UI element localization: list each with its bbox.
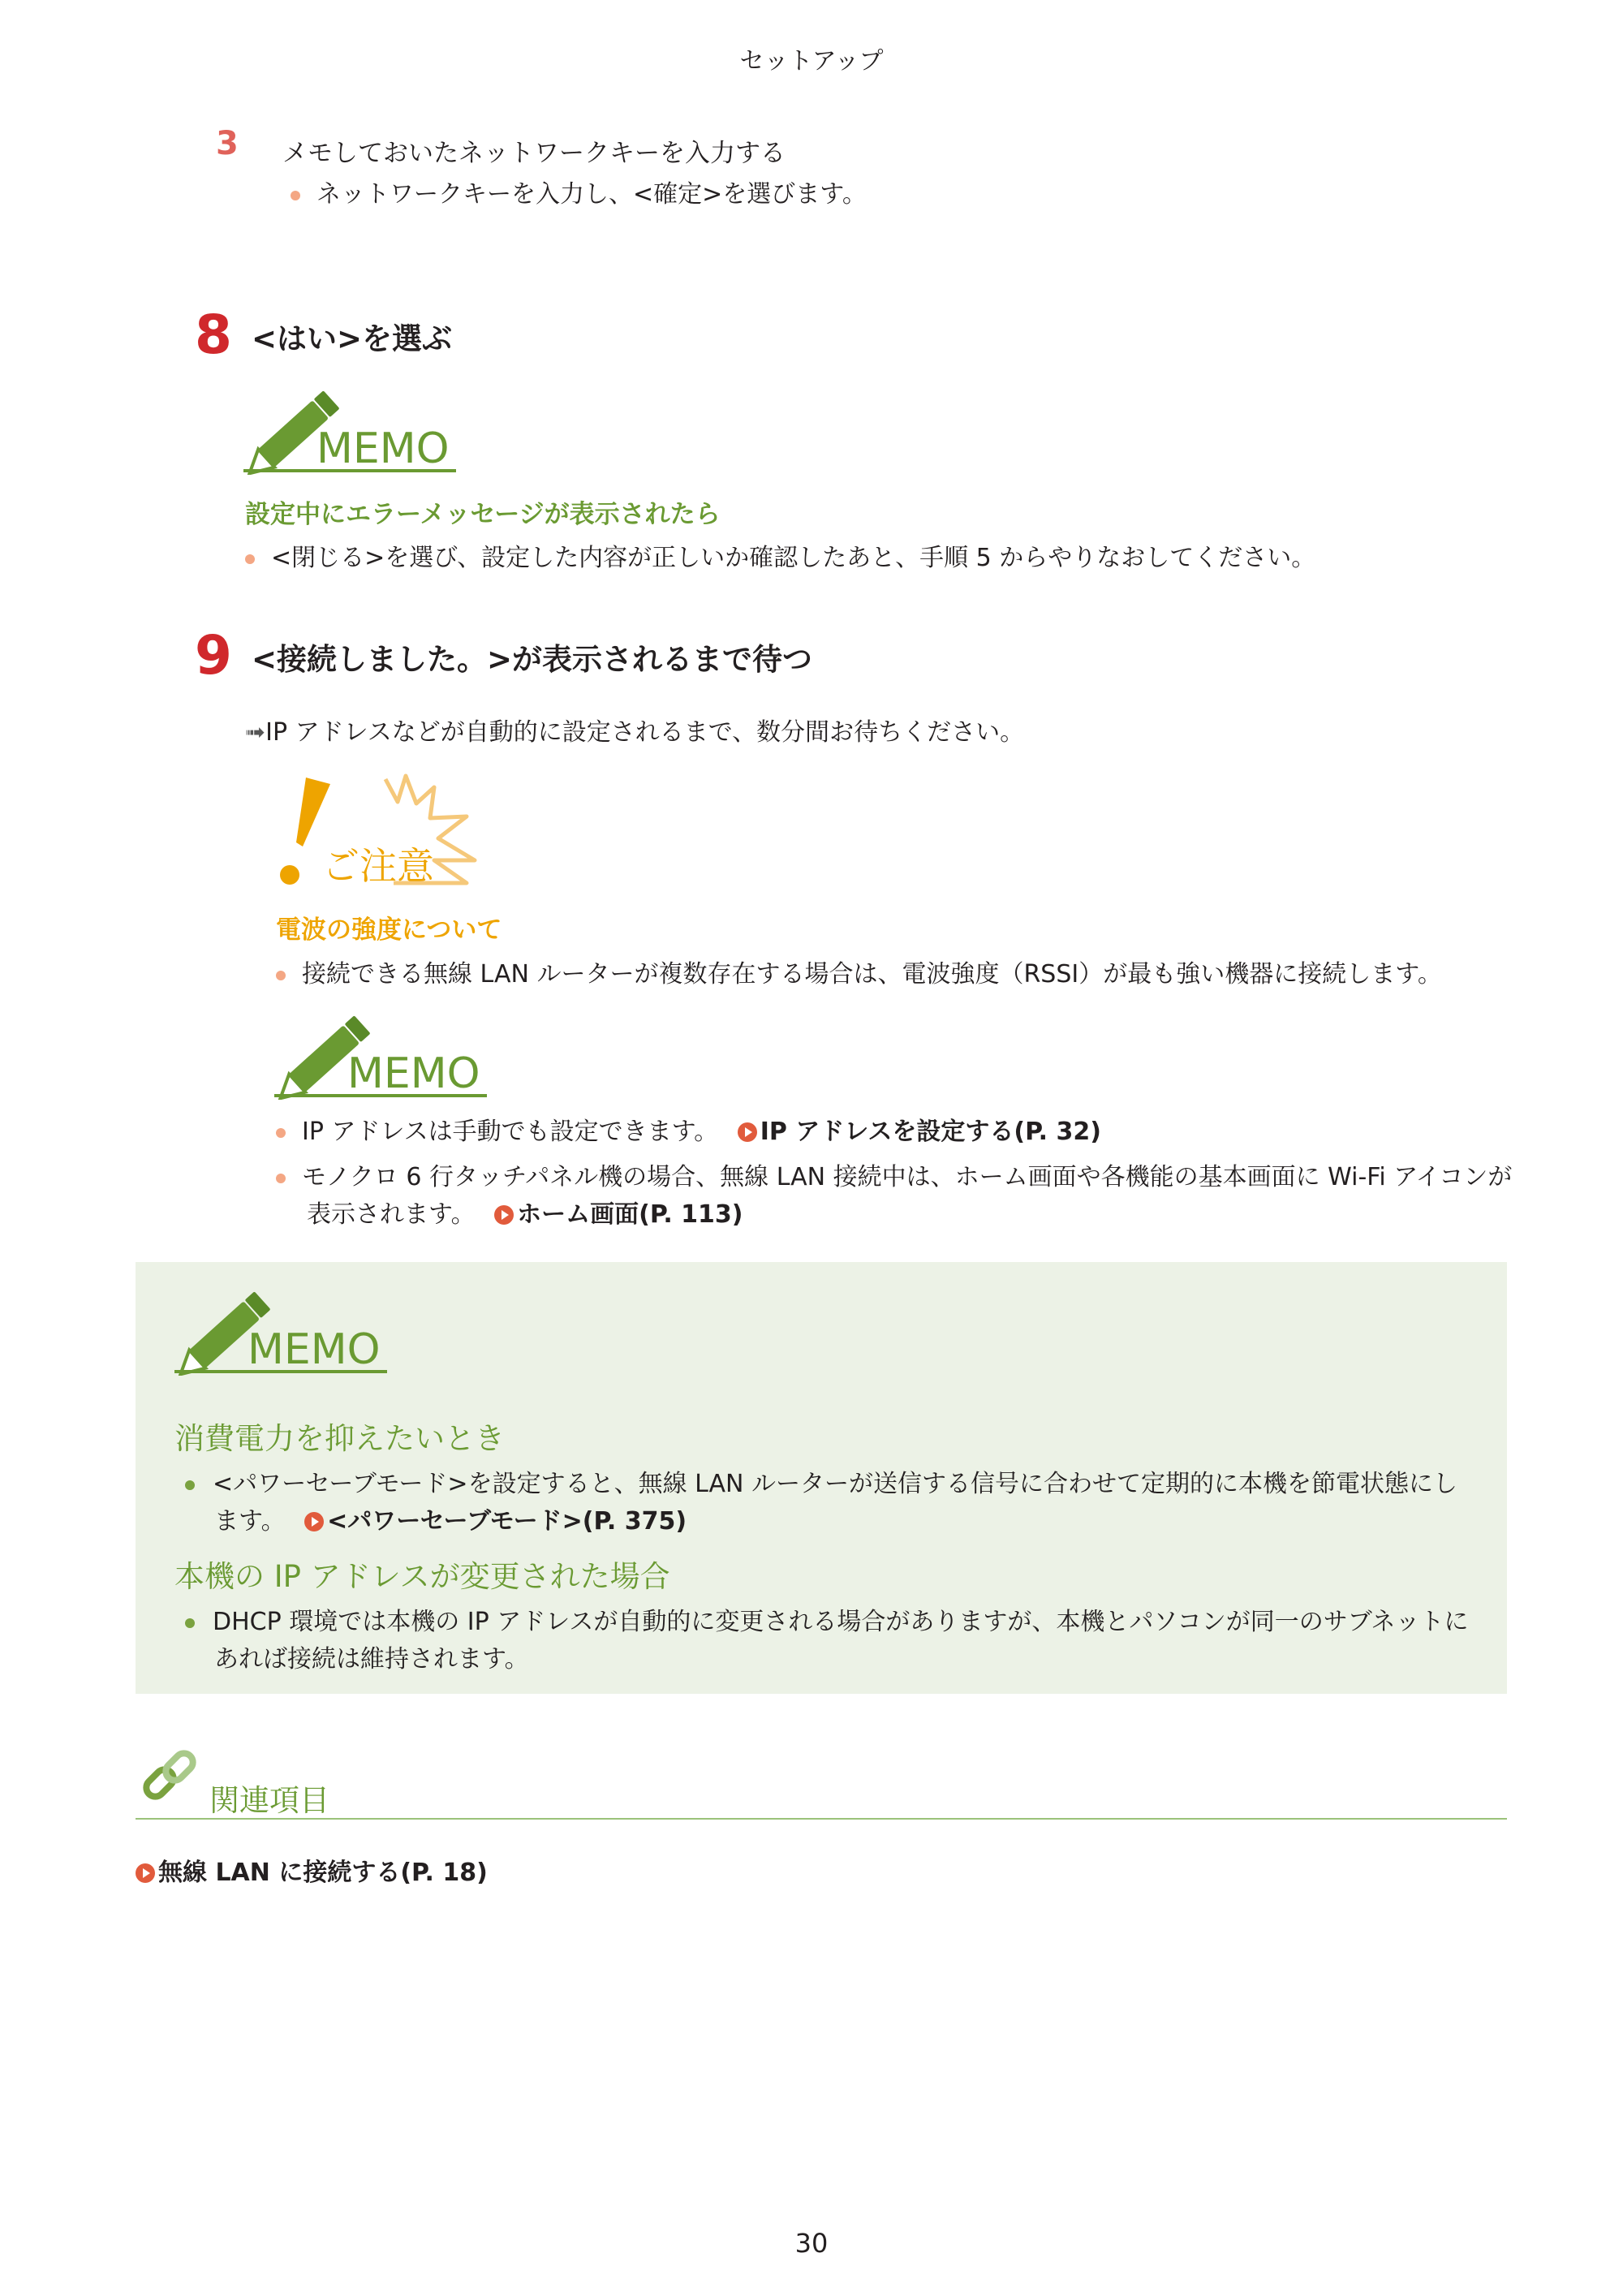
memo-label: MEMO (347, 1049, 480, 1098)
step-9-memo-item (276, 1114, 1101, 1151)
link-arrow-icon (304, 1512, 324, 1531)
memo-box-bullet-cont (214, 1641, 529, 1678)
bullet-dot (276, 1174, 286, 1183)
memo-label: MEMO (316, 424, 450, 473)
memo-label: MEMO (248, 1325, 381, 1374)
link-arrow-icon (494, 1205, 514, 1225)
page-number: 30 (794, 2228, 829, 2259)
step-9-memo-item-cont (307, 1196, 743, 1234)
caution-icon (272, 769, 495, 891)
link-home-screen-text: ホーム画面(P. 113) (517, 1200, 743, 1229)
step-8-memo-bullet (245, 540, 1315, 577)
chain-link-icon (138, 1747, 203, 1811)
step-9-memo-item (276, 1159, 1512, 1196)
memo-icon (274, 1006, 493, 1100)
page-header: セットアップ (739, 47, 884, 75)
memo-box-bullet-text: <パワーセーブモード>を設定すると、無線 LAN ルーターが送信する信号に合わせて定期的に本機を節電状態にし (213, 1470, 1458, 1498)
substep-bullet-text: ネットワークキーを入力し、<確定>を選びます。 (316, 180, 867, 209)
step-9-result (245, 714, 1024, 752)
bullet-dot (276, 1128, 286, 1138)
caution-heading: 電波の強度について (276, 915, 502, 945)
caution-bullet-text: 接続できる無線 LAN ルーターが複数存在する場合は、電波強度（RSSI）が最も強い機器に接続します。 (302, 960, 1442, 989)
caution-label: ご注意 (322, 844, 434, 888)
bullet-dot (185, 1480, 195, 1490)
link-ip-address-text: IP アドレスを設定する(P. 32) (760, 1118, 1101, 1146)
substep-number: 3 (216, 125, 239, 162)
link-arrow-icon (738, 1122, 757, 1142)
memo-icon (174, 1282, 394, 1376)
link-wireless-lan-text: 無線 LAN に接続する(P. 18) (158, 1859, 488, 1887)
result-arrow-icon: ➟ (245, 718, 266, 747)
link-power-save[interactable] (304, 1507, 687, 1536)
step-8-memo-heading: 設定中にエラーメッセージが表示されたら (245, 500, 721, 529)
memo-box-bullet-cont (214, 1503, 687, 1540)
link-home-screen[interactable] (494, 1200, 743, 1229)
memo-icon (243, 381, 463, 475)
step-8-number: 8 (195, 304, 232, 366)
link-ip-address[interactable] (738, 1118, 1101, 1146)
memo-box-heading: 本機の IP アドレスが変更された場合 (174, 1559, 670, 1594)
memo-box-bullet (185, 1604, 1469, 1641)
step-9-result-text: IP アドレスなどが自動的に設定されるまで、数分間お待ちください。 (265, 718, 1025, 747)
memo-box-bullet-text: DHCP 環境では本機の IP アドレスが自動的に変更される場合がありますが、本機とパソコンが同一のサブネットに (213, 1608, 1469, 1636)
substep-bullet (291, 176, 867, 213)
related-divider (136, 1818, 1507, 1820)
related-title: 関連項目 (209, 1783, 329, 1818)
step-9-number: 9 (195, 624, 232, 687)
step-9-memo-item-text: IP アドレスは手動でも設定できます。 (302, 1118, 719, 1146)
step-9-memo-item-text: モノクロ 6 行タッチパネル機の場合、無線 LAN 接続中は、ホーム画面や各機能の基本画面に Wi-Fi アイコンが (302, 1163, 1513, 1191)
bullet-dot (185, 1618, 195, 1628)
substep-title: メモしておいたネットワークキーを入力する (282, 139, 786, 168)
bullet-dot (291, 191, 300, 200)
link-arrow-icon (136, 1863, 155, 1883)
memo-box-bullet-text2: あれば接続は維持されます。 (214, 1645, 529, 1674)
related-link-row (136, 1852, 488, 1888)
step-8-memo-bullet-text: <閉じる>を選び、設定した内容が正しいか確認したあと、手順 5 からやりなおしてください。 (271, 544, 1316, 572)
caution-bullet (276, 956, 1442, 993)
memo-box-bullet (185, 1466, 1457, 1503)
step-9-title: <接続しました。>が表示されるまで待つ (252, 642, 813, 677)
step-9-memo-item-text2: 表示されます。 (307, 1200, 476, 1229)
bullet-dot (245, 554, 255, 564)
step-8-title: <はい>を選ぶ (252, 321, 453, 356)
link-wireless-lan[interactable] (136, 1859, 488, 1887)
bullet-dot (276, 971, 286, 980)
link-power-save-text: <パワーセーブモード>(P. 375) (327, 1507, 687, 1536)
memo-box-heading: 消費電力を抑えたいとき (174, 1421, 505, 1456)
memo-box-bullet-text2: ます。 (214, 1507, 286, 1536)
